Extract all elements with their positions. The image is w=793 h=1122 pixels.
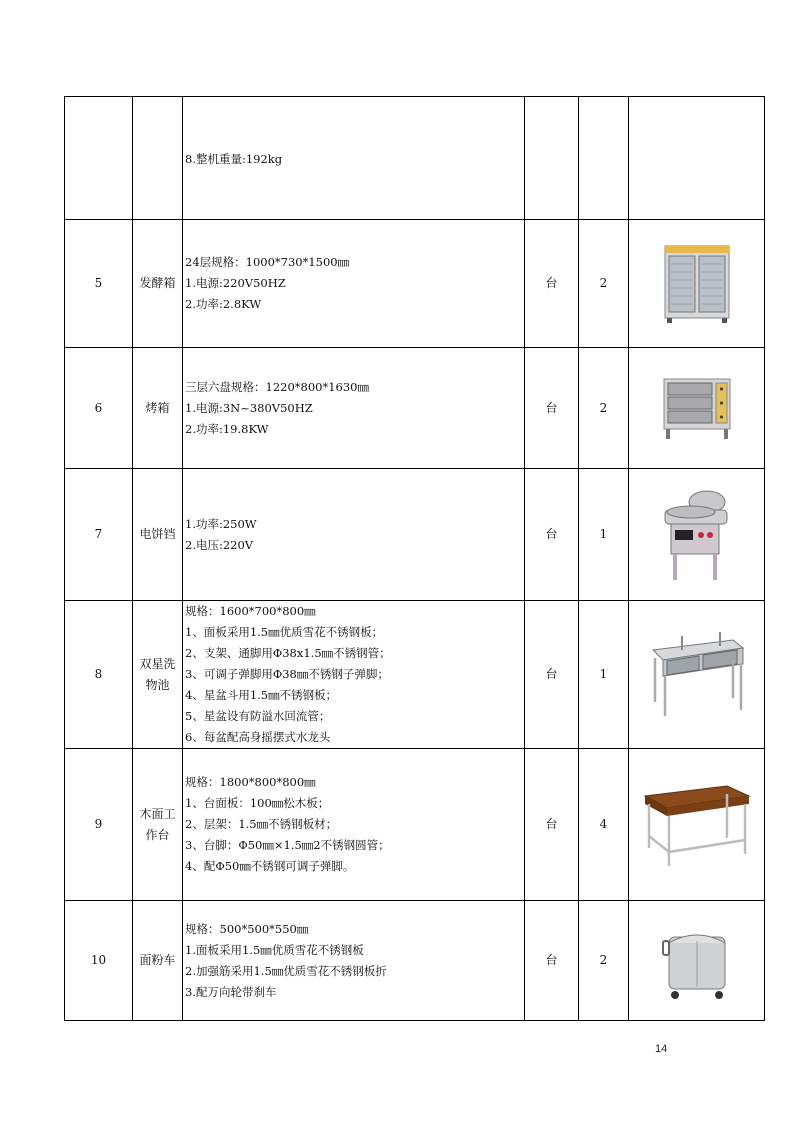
spec-line: 1.面板采用1.5㎜优质雪花不锈钢板 [185,942,364,957]
row-number: 8 [65,601,133,749]
spec-line: 2.功率:2.8KW [185,297,262,311]
spec-line: 1.电源:3N~380V50HZ [185,400,313,415]
item-specs [183,469,525,601]
row-number: 6 [65,348,133,469]
item-unit: 台 [525,901,579,1021]
item-specs [183,601,525,749]
item-unit [525,97,579,220]
table-row [65,749,765,901]
table-row [65,348,765,469]
flour-cart-photo [659,921,735,1001]
spec-line: 三层六盘规格：1220*800*1630㎜ [185,379,369,394]
item-name: 电饼铛 [133,469,183,601]
item-qty: 4 [579,749,629,901]
spec-line: 3、可调子弹脚用Φ38㎜不锈钢子弹脚； [185,667,389,681]
item-specs [183,348,525,469]
electric-pancake-griddle-photo [661,488,733,582]
item-qty [579,97,629,220]
item-image-cell [629,97,765,220]
proofer-cabinet-photo [663,244,731,324]
item-qty: 1 [579,469,629,601]
item-unit: 台 [525,220,579,348]
equipment-spec-table [64,96,765,1021]
table-row [65,469,765,601]
item-unit: 台 [525,749,579,901]
spec-line: 5、星盆设有防溢水回流管； [185,709,331,723]
spec-line: 2.电压:220V [185,537,254,552]
spec-line: 1、面板采用1.5㎜优质雪花不锈钢板； [185,625,384,639]
spec-line: 3.配万向轮带刹车 [185,984,277,999]
spec-line: 8.整机重量:192kg [185,152,283,166]
spec-line: 4、星盆斗用1.5㎜不锈钢板； [185,688,338,702]
spec-line: 规格：500*500*550㎜ [185,921,309,936]
double-sink-photo [647,630,747,720]
table-row [65,220,765,348]
table-row [65,97,765,220]
item-image-cell [629,220,765,348]
item-image-cell [629,901,765,1021]
row-number [65,97,133,220]
row-number: 5 [65,220,133,348]
spec-line: 2、层架：1.5㎜不锈钢板材； [185,817,338,831]
item-name: 发酵箱 [133,220,183,348]
item-specs [183,749,525,901]
spec-line: 3、台脚：Φ50㎜×1.5㎜2不锈钢圆管； [185,838,390,852]
item-qty: 2 [579,901,629,1021]
item-image-cell [629,749,765,901]
row-number: 10 [65,901,133,1021]
item-qty: 1 [579,601,629,749]
row-number: 9 [65,749,133,901]
spec-line: 1、台面板：100㎜松木板； [185,796,330,810]
page-number: 14 [655,1043,668,1055]
spec-line: 24层规格：1000*730*1500㎜ [185,255,350,269]
spec-line: 1.功率:250W [185,516,257,531]
item-qty: 2 [579,348,629,469]
spec-line: 4、配Φ50㎜不锈钢可调子弹脚。 [185,859,355,873]
item-qty: 2 [579,220,629,348]
item-name [133,97,183,220]
item-name: 面粉车 [133,901,183,1021]
table-row [65,901,765,1021]
item-unit: 台 [525,348,579,469]
item-specs [183,220,525,348]
spec-line: 2、支架、通脚用Φ38x1.5㎜不锈钢管； [185,646,391,660]
spec-line: 2.功率:19.8KW [185,421,269,436]
spec-line: 规格：1800*800*800㎜ [185,775,316,789]
spec-line: 6、每盆配高身摇摆式水龙头 [185,730,331,744]
item-image-cell [629,469,765,601]
item-name: 烤箱 [133,348,183,469]
table-row [65,601,765,749]
spec-line: 规格：1600*700*800㎜ [185,604,316,618]
item-image-cell [629,601,765,749]
item-specs [183,97,525,220]
spec-line: 1.电源:220V50HZ [185,276,286,290]
item-unit: 台 [525,601,579,749]
item-image-cell [629,348,765,469]
spec-line: 2.加强筋采用1.5㎜优质雪花不锈钢板折 [185,963,387,978]
item-name: 木面工作台 [133,749,183,901]
item-specs [183,901,525,1021]
item-unit: 台 [525,469,579,601]
deck-oven-photo [662,375,732,441]
item-name: 双星洗物池 [133,601,183,749]
wooden-workbench-photo [641,780,753,870]
row-number: 7 [65,469,133,601]
